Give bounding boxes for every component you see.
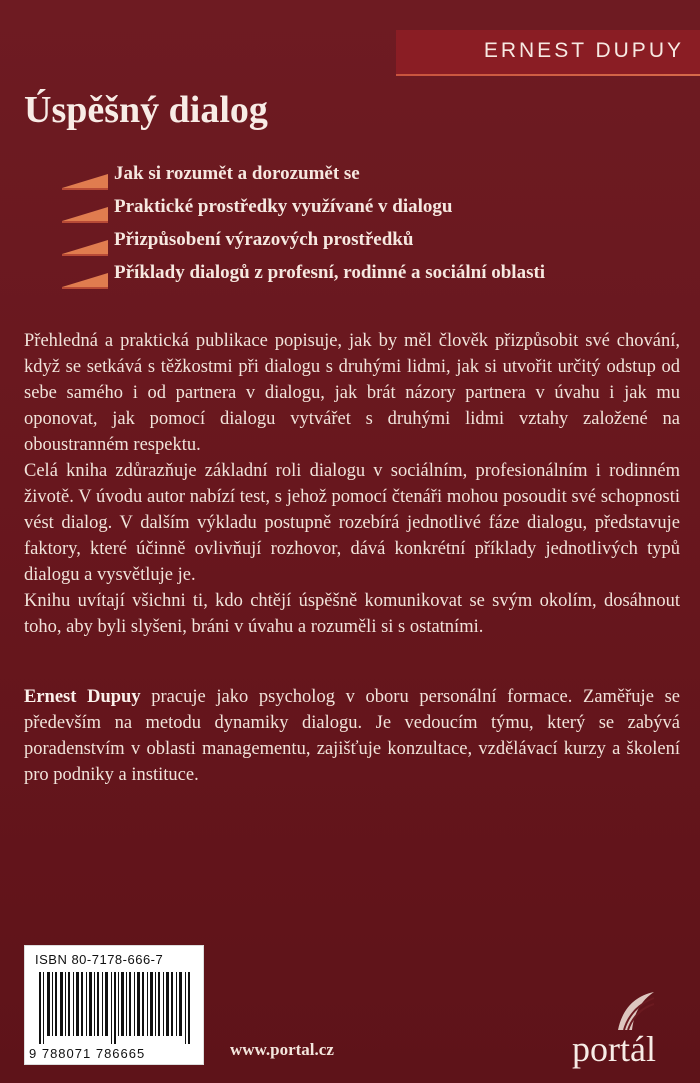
author-bio-text: pracuje jako psycholog v oboru personální formace. Zaměřuje se především na metodu dynamiky dialogu. Je vedoucím týmu, který se zabývá poradenstvím v oblasti managementu, zajišťuje konzultace, vzdělávací kurzy a školení pro podniky a instituce. <box>24 687 680 785</box>
publisher-name: portál <box>572 1029 656 1069</box>
isbn-number: ISBN 80-7178-666-7 <box>35 952 164 967</box>
wedge-bullet-icon <box>62 240 108 254</box>
feature-list <box>62 160 682 292</box>
description-paragraph: Přehledná a praktická publikace popisuje, jak by měl člověk přizpůsobit své chování, když se setkává s těžkostmi při dialogu s druhými lidmi, jak si utvořit určitý odstup od sebe samého i od partnera v dialogu, jak brát názory partnera v úvahu i jak mu oponovat, jak pomocí dialogu vytvářet s druhými lidmi vztahy založené na oboustranném respektu. <box>24 331 680 455</box>
author-bio-name: Ernest Dupuy <box>24 687 141 707</box>
book-title: Úspěšný dialog <box>24 89 268 131</box>
feature-item <box>62 259 682 292</box>
feature-text: Praktické prostředky využívané v dialogu <box>114 196 453 217</box>
feature-item <box>62 160 682 193</box>
wedge-bullet-icon <box>62 273 108 287</box>
feature-item <box>62 193 682 226</box>
barcode-bars <box>37 972 193 1044</box>
book-description <box>24 328 680 640</box>
feature-text: Příklady dialogů z profesní, rodinné a sociální oblasti <box>114 262 546 283</box>
wedge-bullet-icon <box>62 174 108 188</box>
publisher-url: www.portal.cz <box>230 1040 334 1059</box>
description-paragraph: Celá kniha zdůrazňuje základní roli dialogu v sociálním, profesionálním i rodinném životě. V úvodu autor nabízí test, s jehož pomocí čtenáři mohou posoudit své schopnosti vést dialog. V dalším výkladu postupně rozebírá jednotlivé fáze dialogu, představuje faktory, které účinně ovlivňují rozhovor, dává konkrétní příklady jednotlivých typů dialogu a vysvětluje je. <box>24 461 680 585</box>
barcode <box>24 945 204 1065</box>
feature-text: Přizpůsobení výrazových prostředků <box>114 229 414 250</box>
publisher-logo <box>572 990 682 1074</box>
ean-number: 9 788071 786665 <box>29 1046 146 1061</box>
wedge-bullet-icon <box>62 207 108 221</box>
feature-text: Jak si rozumět a dorozumět se <box>114 163 360 184</box>
author-name: ERNEST DUPUY <box>483 39 684 62</box>
author-band <box>396 30 700 76</box>
description-paragraph: Knihu uvítají všichni ti, kdo chtějí úspěšně komunikovat se svým okolím, dosáhnout toho, aby byli slyšeni, bráni v úvahu a rozuměli si s ostatními. <box>24 591 680 637</box>
author-bio <box>24 684 680 788</box>
author-bio-paragraph <box>24 684 680 788</box>
feature-item <box>62 226 682 259</box>
